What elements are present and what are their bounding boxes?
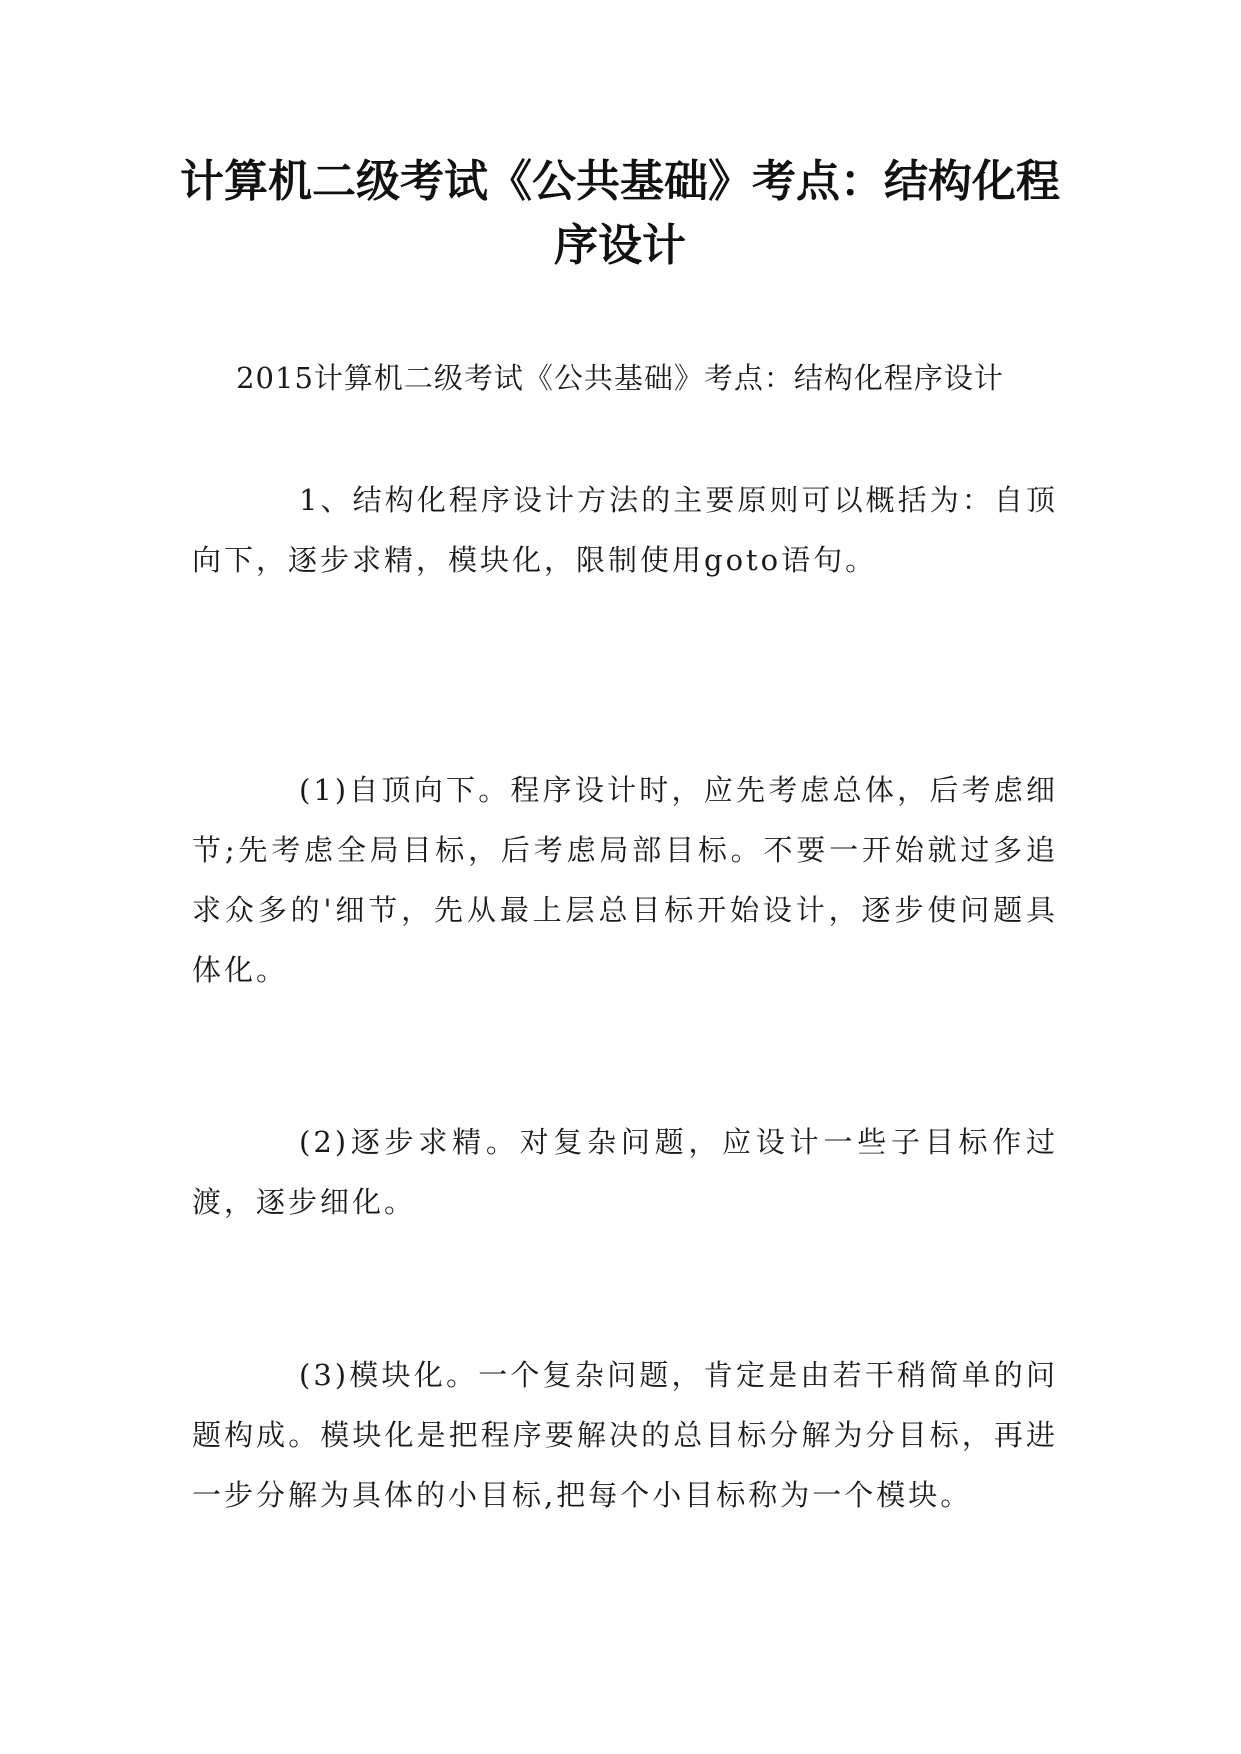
paragraph-stepwise-refinement: (2)逐步求精。对复杂问题，应设计一些子目标作过渡，逐步细化。: [192, 1125, 1058, 1219]
paragraph-top-down: (1)自顶向下。程序设计时，应先考虑总体，后考虑细节;先考虑全局目标，后考虑局部目标。不要一开始就过多追求众多的'细节，先从最上层总目标开始设计，逐步使问题具体化。: [192, 773, 1058, 987]
document-subtitle: 2015计算机二级考试《公共基础》考点：结构化程序设计: [236, 361, 1004, 395]
paragraph-principles: 1、结构化程序设计方法的主要原则可以概括为：自顶向下，逐步求精，模块化，限制使用goto语句。: [192, 483, 1058, 577]
document-title: 计算机二级考试《公共基础》考点：结构化程序设计: [180, 156, 1060, 271]
paragraph-modularization: (3)模块化。一个复杂问题，肯定是由若干稍简单的问题构成。模块化是把程序要解决的总目标分解为分目标，再进一步分解为具体的小目标,把每个小目标称为一个模块。: [192, 1358, 1058, 1512]
